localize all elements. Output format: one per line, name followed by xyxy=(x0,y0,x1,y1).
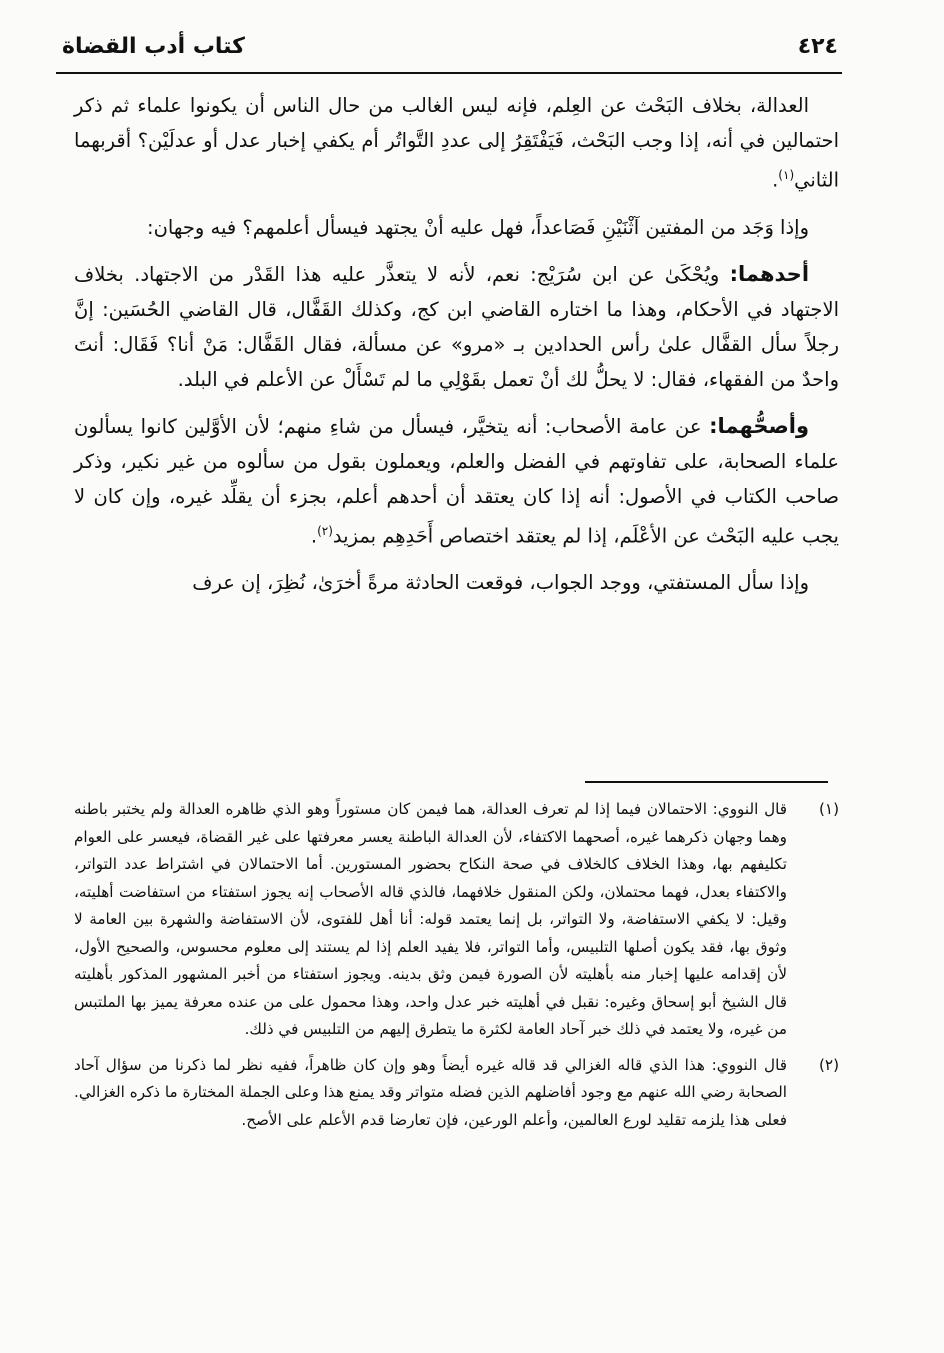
header-divider xyxy=(56,72,842,74)
paragraph-text: عن عامة الأصحاب: أنه يتخيَّر، فيسأل من شاءِ منهم؛ لأن الأوَّلين كانوا يسألون علماء الصحابة، على تفاوتهم في الفضل والعلم، ويعملون بقول من سألوه من غير نكير، وذكر صاحب الكتاب في الأصول: أنه إذا كان يعتقد أن أحدهم أعلم، بجزء أن يقلِّد غيره، وإن كان لا يجب عليه البَحْث عن الأعْلَم، إذا لم يعتقد اختصاص أَحَدِهِم بمزيد xyxy=(74,414,839,547)
main-text xyxy=(74,88,839,612)
page-number: ٤٢٤ xyxy=(797,34,838,59)
paragraph-text: العدالة، بخلاف البَحْث عن العِلم، فإنه ليس الغالب من حال الناس أن يكونوا علماء ثم ذكر احتمالين في أنه، إذا وجب البَحْث، فَيَفْتَقِرُ إلى عددِ التَّواتُر أم يكفي إخبار عدل أو عدلَيْن؟ أقربهما الثاني xyxy=(74,94,839,192)
footnote-number: (٢) xyxy=(818,1055,839,1074)
page-header xyxy=(62,30,838,68)
paragraph-text: ويُحْكَىٰ عن ابن سُرَيْج: نعم، لأنه لا يتعذَّر عليه هذا القَدْر من الاجتهاد. بخلاف الاجتهاد في الأحكام، وهذا ما اختاره القاضي ابن كج، وكذلك القَفَّال، قال القاضي الحُسَين: إنَّ رجلاً سأل القفَّال علىٰ رأس الحدادين بـ «مرو» عن مسألة، فقال القَفَّال: مَنْ أنا؟ فَقَال: أنتَ واحدٌ من الفقهاء، فقال: لا يحلُّ لك أنْ تعمل بقَوْلِي ما لم تَسْأَلْ عن الأعلم في البلد. xyxy=(74,262,839,391)
footnote-divider xyxy=(585,781,828,783)
paragraph-text: وإذا سأل المستفتي، ووجد الجواب، فوقعت الحادثة مرةً أخرَىٰ، نُظِرَ، إن عرف xyxy=(192,571,809,594)
running-title: كتاب أدب القضاة xyxy=(62,34,245,59)
paragraph xyxy=(74,565,839,600)
paragraph-text: وإذا وَجَد من المفتين آثْنَيْنِ فَصَاعداً، فهل عليه أنْ يجتهد فيسأل أعلمهم؟ فيه وجهان: xyxy=(147,215,809,239)
footnote-text: قال النووي: الاحتمالان فيما إذا لم تعرف العدالة، هما فيمن كان مستوراً وهو الذي ظاهره العدالة ولم يختبر باطنه وهما وجهان ذكرهما غيره، أصحهما الاكتفاء، لأن العدالة الباطنة يعسر معرفتها على غير القضاة، فيعسر على العوام تكليفهم بها، وهذا الخلاف كالخلاف في صحة النكاح بحضور المستورين. أما الاحتمالان في اشتراط عدد التواتر، والاكتفاء بعدل، فهما محتملان، ولكن المنقول خلافهما، فالذي قاله الأصحاب إنه يجوز استفتاء من استفاضت أهليته، وقيل: لا يكفي الاستفاضة، ولا التواتر، بل إنما يعتمد قوله: أنا أهل للفتوى، لأن الاستفاضة والشهرة بين العامة لا وثوق بها، فقد يكون أصلها التلبيس، وأما التواتر، فلا يفيد العلم إذا لم يستند إلى معلوم محسوس، والصحيح الأول، لأن إقدامه عليها إخبار منه بأهليته لأن الصورة فيمن وثق بدينه. ويجوز استفتاء من أخبر المشهور المذكور بأهليته قال الشيخ أبو إسحاق وغيره: نقبل في أهليته خبر عدل واحد، وهذا محمول على من عنده معرفة يميز بها الملتبس من غيره، ولا يعتمد في ذلك خبر آحاد العامة لكثرة ما يتطرق إليهم من التلبيس في ذلك. xyxy=(74,800,787,1038)
footnote-number: (١) xyxy=(818,800,839,818)
footnote-reference: (٢) xyxy=(317,523,333,538)
paragraph xyxy=(74,409,839,554)
footnote xyxy=(74,796,839,1044)
footnote-text: قال النووي: هذا الذي قاله الغزالي قد قاله غيره أيضاً وهو وإن كان ظاهراً، ففيه نظر لما ذكرنا من سؤال آحاد الصحابة رضي الله عنهم مع وجود أفاضلهم الذين فضله متواتر وقد يمنع هذا وعلى الجملة المختارة ما ذكره الغزالي. فعلى هذا يلزمه تقليد لورع العالمين، وأعلم الورعين، فإن تعارضا قدم الأعلم على الأصح. xyxy=(74,1055,787,1129)
paragraph-lead: وأصحُّهما: xyxy=(709,413,810,438)
footnote-reference: (١) xyxy=(778,168,795,182)
paragraph xyxy=(74,210,839,245)
paragraph-lead: أحدهما: xyxy=(729,261,810,286)
paragraph xyxy=(74,257,839,397)
paragraph-tail: . xyxy=(772,168,779,192)
footnotes xyxy=(74,796,839,1142)
footnote xyxy=(74,1052,839,1135)
paragraph xyxy=(74,88,839,198)
paragraph-tail: . xyxy=(310,524,318,547)
